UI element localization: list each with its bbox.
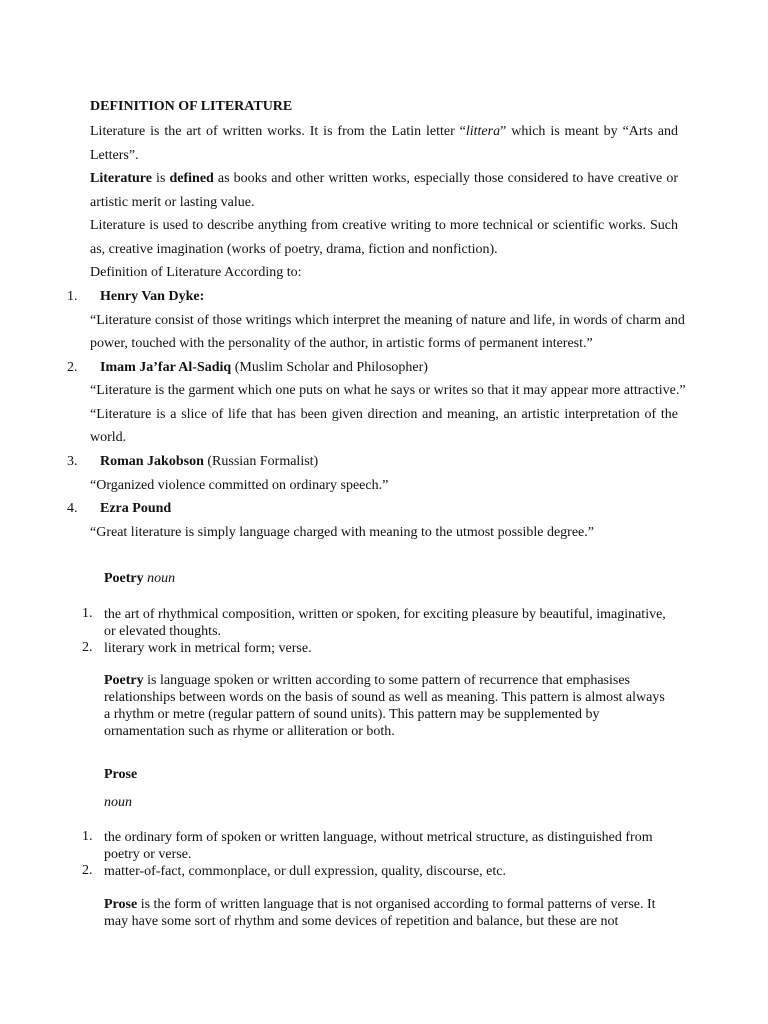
- according-to-line: Definition of Literature According to:: [90, 265, 302, 280]
- prose-paragraph-line: may have some sort of rhythm and some devices of repetition and balance, but these are not: [104, 914, 619, 929]
- author-entry: [100, 454, 318, 470]
- definition-text: as books and other written works, especially those considered to have creative or: [213, 171, 678, 186]
- term-poetry: Poetry: [104, 571, 144, 586]
- poetry-definition: the art of rhythmical composition, written or spoken, for exciting pleasure by beautiful, imaginative,: [104, 607, 666, 622]
- part-of-speech-text: noun: [104, 795, 132, 810]
- poetry-paragraph-line: a rhythm or metre (regular pattern of sound units). This pattern may be supplemented by: [104, 707, 600, 722]
- quote-line: “Literature is the garment which one puts on what he says or writes so that it may appear more attractive.”: [90, 383, 686, 398]
- intro-line-1: [90, 120, 678, 144]
- author-name: Roman Jakobson: [100, 454, 204, 469]
- term-prose: Prose: [104, 897, 138, 912]
- part-of-speech: [104, 795, 132, 811]
- list-number: 4.: [67, 501, 78, 516]
- term-poetry: Poetry: [104, 673, 144, 688]
- list-number: 2.: [82, 640, 93, 655]
- quote-line: “Great literature is simply language charged with meaning to the utmost possible degree.”: [90, 525, 594, 540]
- page-title: DEFINITION OF LITERATURE: [90, 99, 293, 114]
- poetry-paragraph-line: ornamentation such as rhyme or alliteration or both.: [104, 724, 395, 739]
- poetry-paragraph-line: relationships between words on the basis of sound as well as meaning. This pattern is almost always: [104, 690, 665, 705]
- list-number: 2.: [82, 863, 93, 878]
- quote-line: “Literature is a slice of life that has been given direction and meaning, an artistic interpretation of the: [90, 407, 678, 422]
- term-literature: Literature: [90, 171, 152, 186]
- prose-heading: Prose: [104, 767, 138, 782]
- definition-line-2: artistic merit or lasting value.: [90, 195, 255, 210]
- poetry-heading: [104, 571, 175, 587]
- author-description: (Russian Formalist): [203, 454, 319, 469]
- author-name: Imam Ja’far Al-Sadiq: [100, 360, 232, 375]
- poetry-definition: literary work in metrical form; verse.: [104, 641, 312, 656]
- list-number: 1.: [82, 829, 93, 844]
- poetry-paragraph-line: [104, 672, 630, 690]
- quote-line: “Organized violence committed on ordinary speech.”: [90, 478, 389, 493]
- author-name: Ezra Pound: [100, 501, 172, 516]
- author-name: Henry Van Dyke:: [100, 289, 205, 304]
- intro-text: ” which is meant by “Arts and: [500, 124, 679, 139]
- author-description: (Muslim Scholar and Philosopher): [231, 360, 428, 375]
- list-number: 1.: [82, 606, 93, 621]
- paragraph-text: is the form of written language that is not organised according to formal patterns of verse. It: [137, 897, 656, 912]
- quote-line: world.: [90, 430, 127, 445]
- poetry-definition: or elevated thoughts.: [104, 624, 222, 639]
- author-entry: [100, 360, 428, 376]
- prose-definition: matter-of-fact, commonplace, or dull expression, quality, discourse, etc.: [104, 864, 506, 879]
- paragraph-text: is language spoken or written according to some pattern of recurrence that emphasises: [143, 673, 630, 688]
- definition-text: is: [151, 171, 170, 186]
- quote-line: “Literature consist of those writings which interpret the meaning of nature and life, in words of charm and: [90, 313, 685, 328]
- intro-text: Literature is the art of written works. It is from the Latin letter “: [90, 124, 466, 139]
- part-of-speech: noun: [147, 571, 176, 586]
- latin-word: littera: [465, 124, 501, 139]
- quote-line: power, touched with the personality of the author, in artistic forms of permanent interest.”: [90, 336, 593, 351]
- term-defined: defined: [169, 171, 214, 186]
- prose-definition: the ordinary form of spoken or written language, without metrical structure, as distinguished from: [104, 830, 653, 845]
- prose-definition: poetry or verse.: [104, 847, 192, 862]
- definition-line-1: [90, 167, 678, 191]
- prose-paragraph-line: [104, 896, 656, 914]
- list-number: 1.: [67, 289, 78, 304]
- list-number: 2.: [67, 360, 78, 375]
- usage-line-1: Literature is used to describe anything from creative writing to more technical or scientific works. Such: [90, 218, 678, 233]
- list-number: 3.: [67, 454, 78, 469]
- intro-line-2: Letters”.: [90, 148, 139, 163]
- usage-line-2: as, creative imagination (works of poetry, drama, fiction and nonfiction).: [90, 242, 498, 257]
